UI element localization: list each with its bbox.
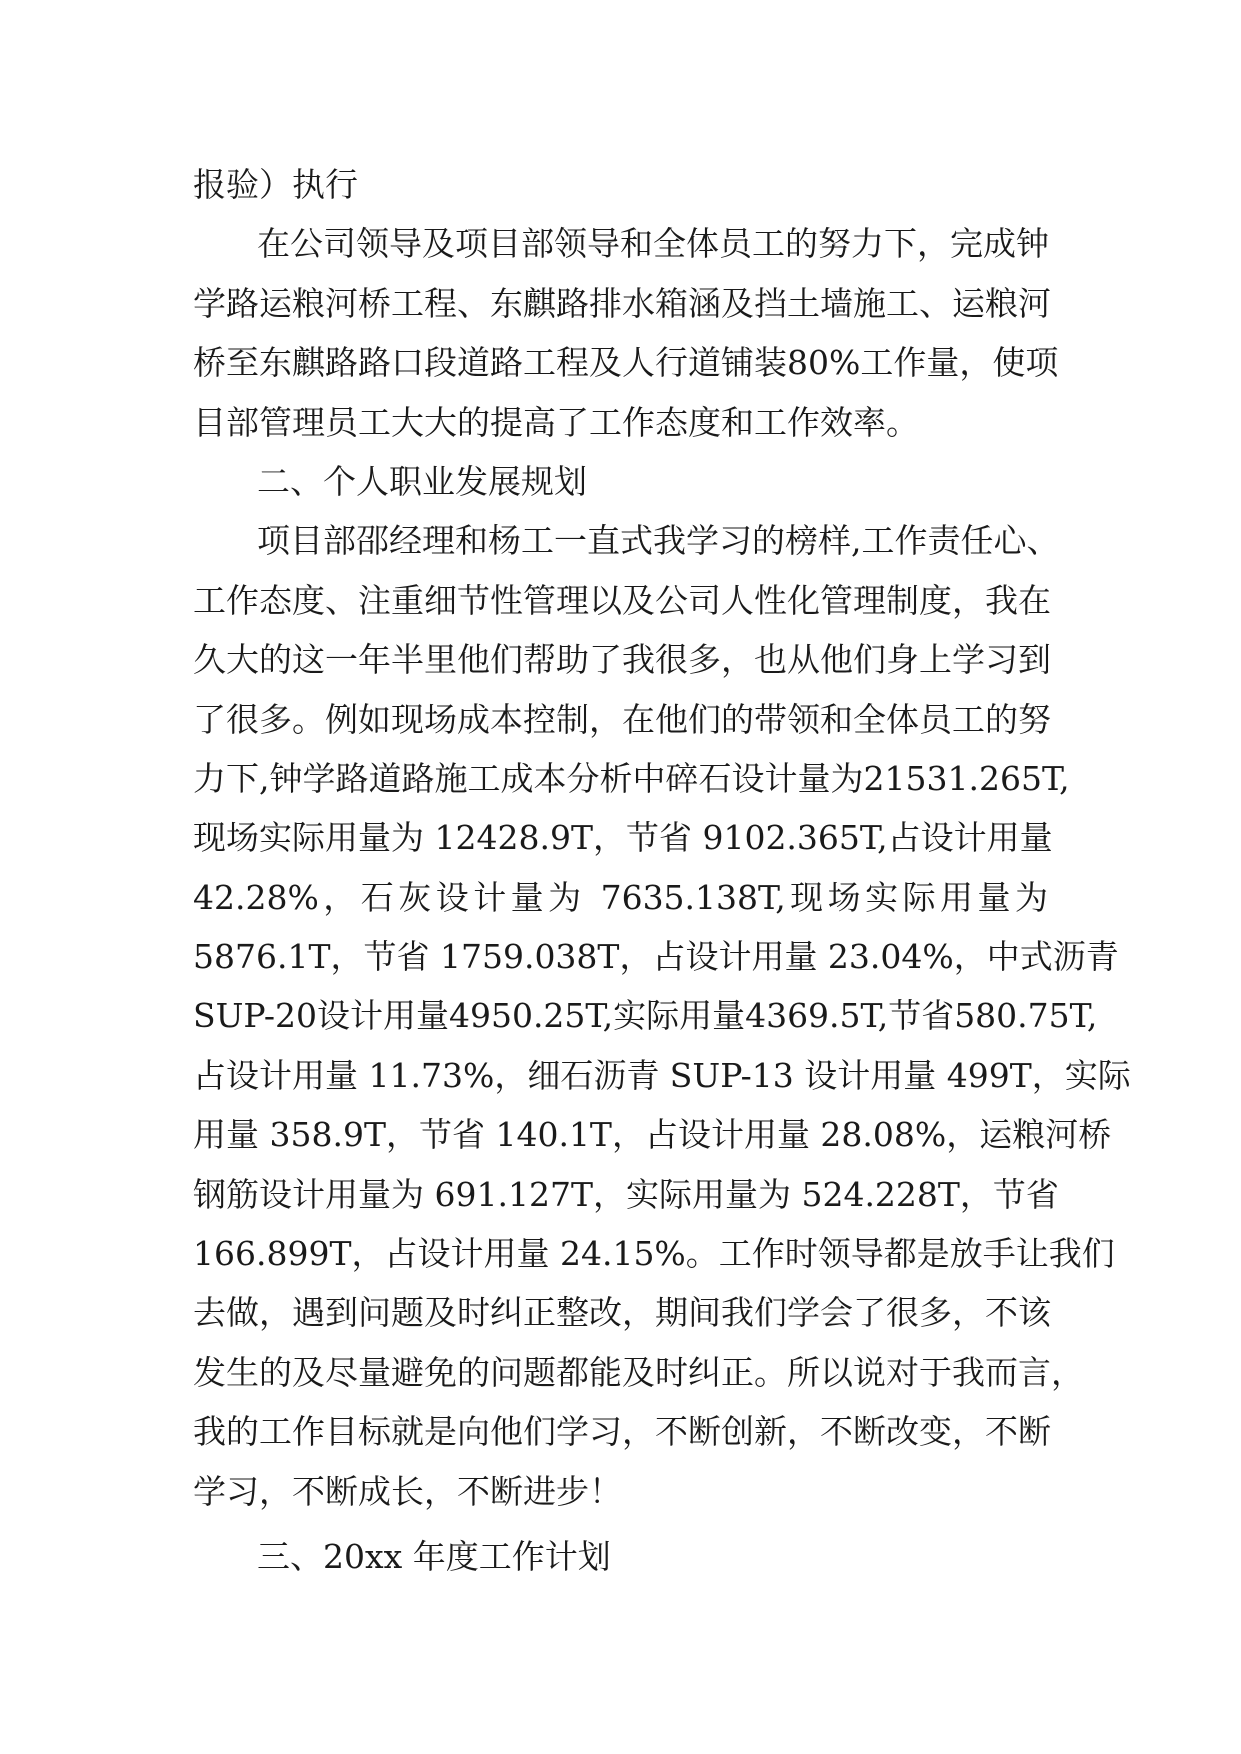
text-line: 报验）执行 xyxy=(193,165,358,204)
paragraph-line: 力下,钟学路道路施工成本分析中碎石设计量为21531.265T, xyxy=(193,758,1070,798)
paragraph-line: 项目部邵经理和杨工一直式我学习的榜样,工作责任心、 xyxy=(257,521,1060,561)
paragraph-line: 了很多。例如现场成本控制，在他们的带领和全体员工的努 xyxy=(193,699,1051,739)
section-heading: 三、20xx 年度工作计划 xyxy=(257,1536,611,1576)
paragraph-line: 久大的这一年半里他们帮助了我很多，也从他们身上学习到 xyxy=(193,640,1051,680)
paragraph-line: 学路运粮河桥工程、东麒路排水箱涵及挡土墙施工、运粮河 xyxy=(193,283,1051,323)
paragraph-line: 我的工作目标就是向他们学习，不断创新，不断改变，不断 xyxy=(193,1412,1051,1452)
paragraph-line: 钢筋设计用量为 691.127T，实际用量为 524.228T，节省 xyxy=(193,1174,1059,1214)
paragraph-line: 发生的及尽量避免的问题都能及时纠正。所以说对于我而言， xyxy=(193,1352,1084,1392)
paragraph-line: 42.28%，石灰设计量为 7635.138T,现场实际用量为 xyxy=(193,877,1048,917)
paragraph-line: 166.899T，占设计用量 24.15%。工作时领导都是放手让我们 xyxy=(193,1234,1115,1274)
paragraph-line: 工作态度、注重细节性管理以及公司人性化管理制度，我在 xyxy=(193,580,1051,620)
paragraph-line: 去做，遇到问题及时纠正整改，期间我们学会了很多，不该 xyxy=(193,1293,1051,1333)
paragraph-line: 用量 358.9T，节省 140.1T，占设计用量 28.08%，运粮河桥 xyxy=(193,1115,1112,1155)
paragraph-line: 学习，不断成长，不断进步！ xyxy=(193,1471,622,1511)
paragraph-line: 桥至东麒路路口段道路工程及人行道铺装80%工作量，使项 xyxy=(193,343,1059,383)
paragraph-line: 目部管理员工大大的提高了工作态度和工作效率。 xyxy=(193,402,919,442)
paragraph-line: 现场实际用量为 12428.9T，节省 9102.365T,占设计用量 xyxy=(193,818,1053,858)
paragraph-line: 在公司领导及项目部领导和全体员工的努力下，完成钟 xyxy=(257,224,1049,264)
paragraph-line: 占设计用量 11.73%，细石沥青 SUP-13 设计用量 499T，实际 xyxy=(193,1055,1131,1095)
section-heading: 二、个人职业发展规划 xyxy=(257,461,587,501)
document-body xyxy=(193,155,1131,1586)
paragraph-line: 5876.1T，节省 1759.038T，占设计用量 23.04%，中式沥青 xyxy=(193,937,1119,977)
paragraph-line: SUP-20设计用量4950.25T,实际用量4369.5T,节省580.75T, xyxy=(193,996,1098,1036)
